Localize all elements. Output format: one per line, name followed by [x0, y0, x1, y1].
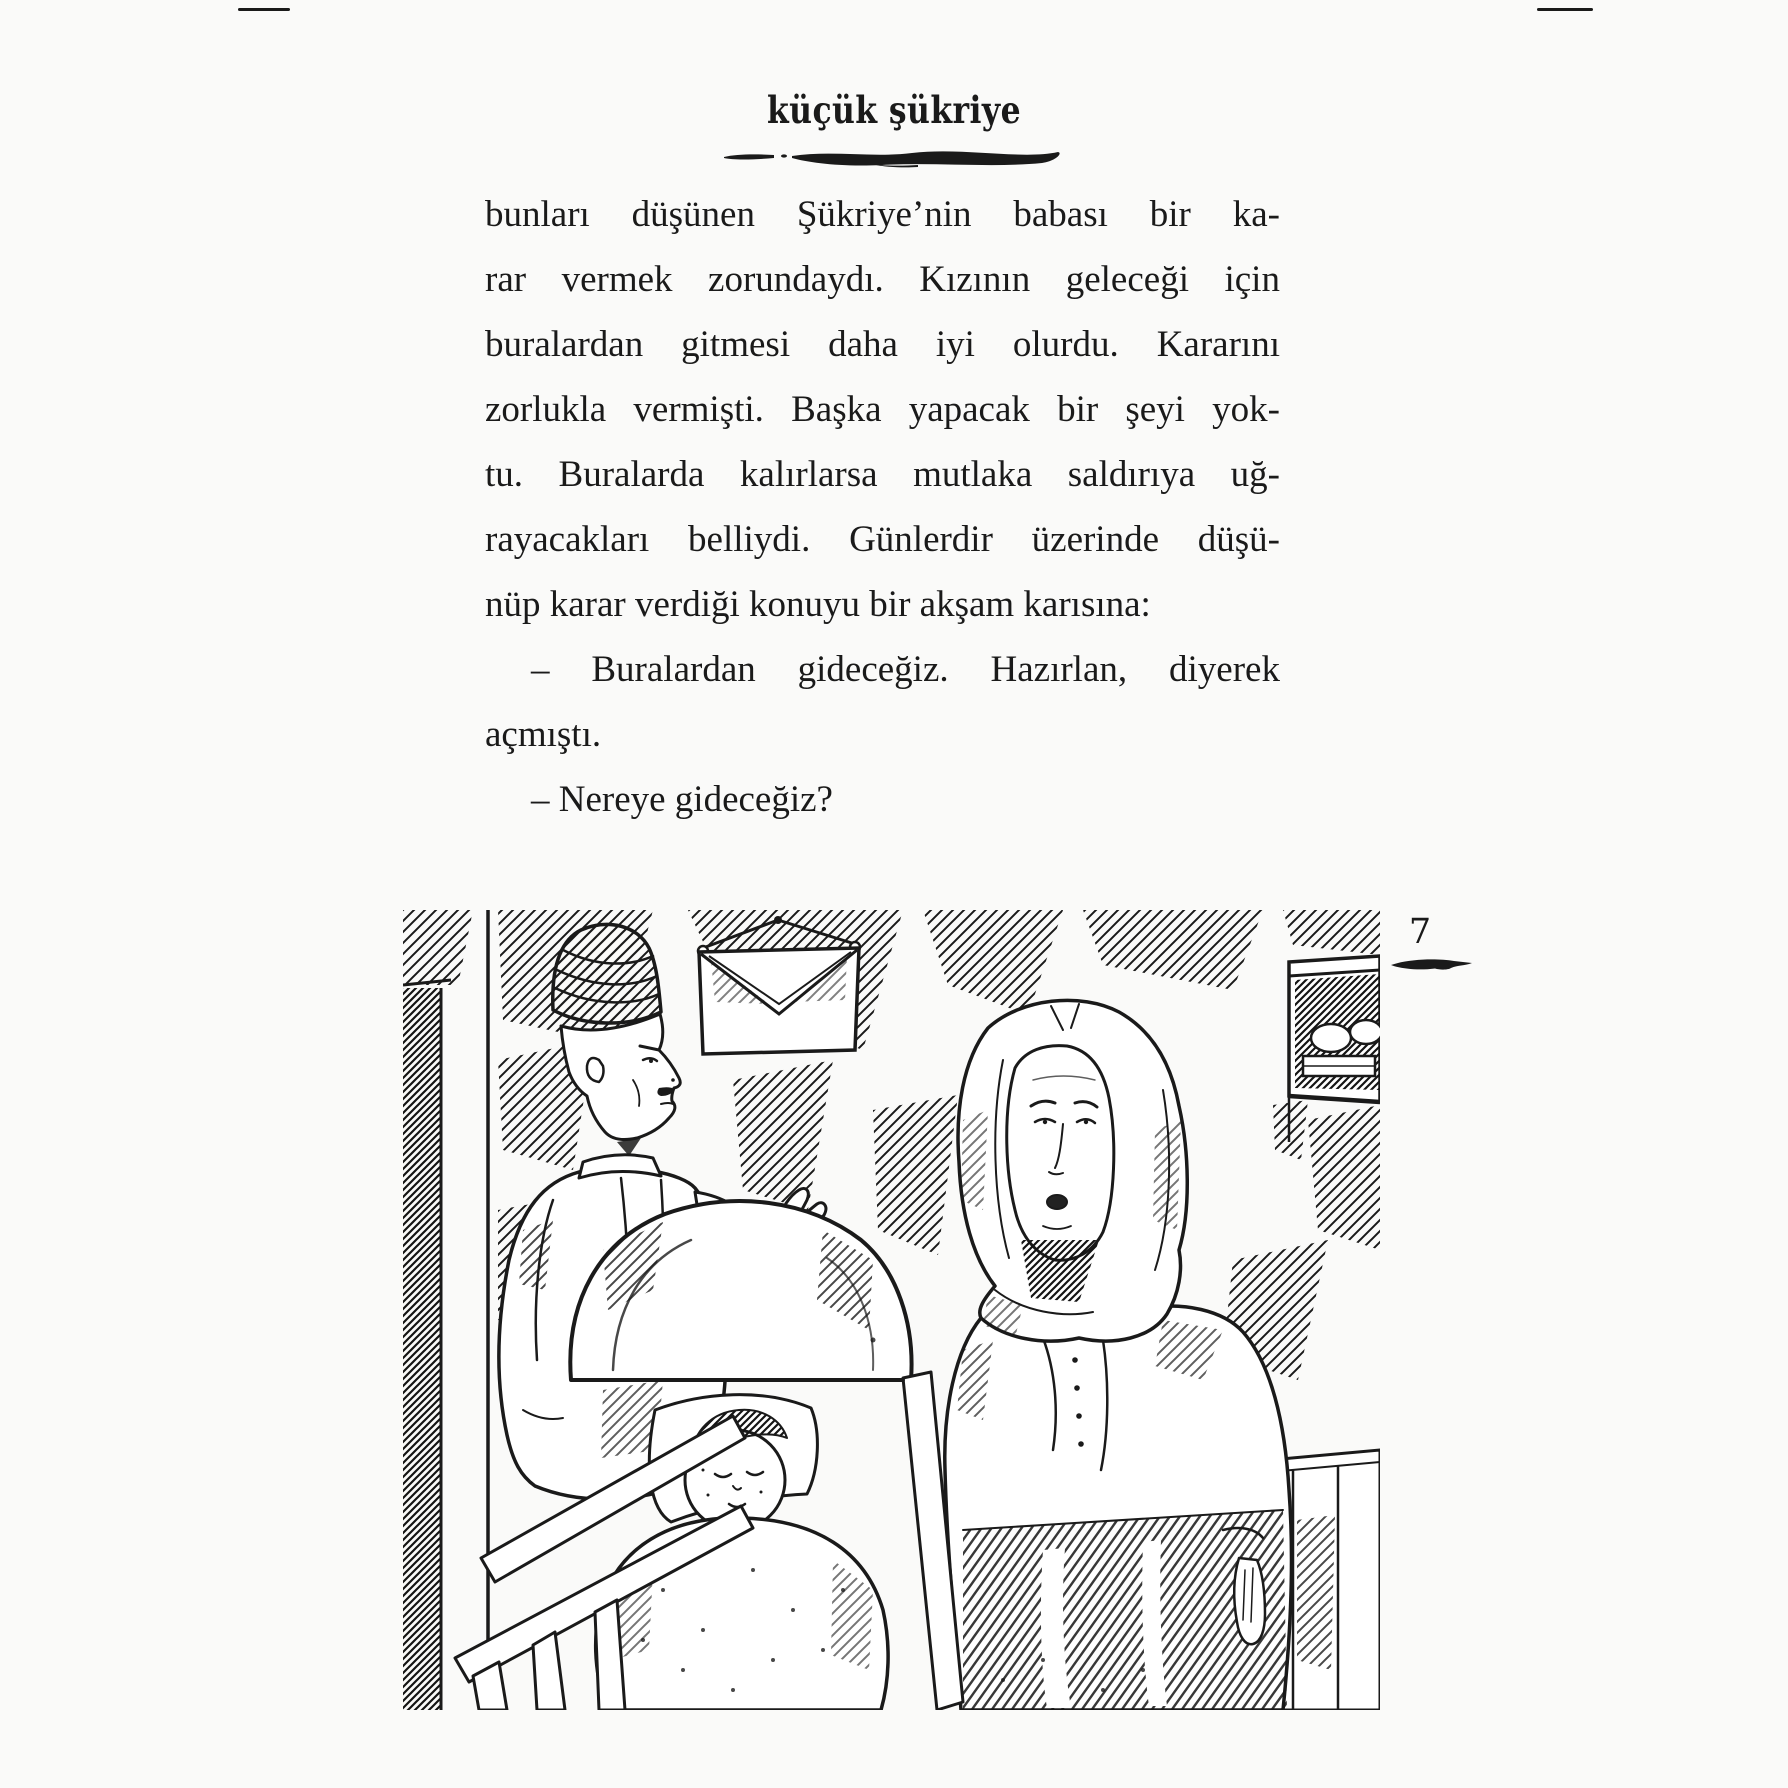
body-word: Günlerdir [849, 519, 993, 560]
body-line [485, 182, 1280, 247]
body-text [485, 182, 1280, 832]
page-number: 7 [1408, 912, 1432, 952]
door-frame [403, 910, 488, 1710]
woman-figure [945, 1000, 1292, 1710]
body-word: Hazırlan, [990, 649, 1128, 690]
body-word: saldırıya [1067, 454, 1196, 495]
body-word: rayacakları [485, 519, 650, 560]
body-word: için [1224, 259, 1280, 300]
body-word: mutlaka [913, 454, 1033, 495]
body-line [485, 247, 1280, 312]
body-line: açmıştı. [485, 714, 602, 755]
body-word: bir [1057, 389, 1099, 430]
body-word: uğ- [1230, 454, 1280, 495]
body-line: – Nereye gideceğiz? [531, 779, 833, 820]
crop-mark-right [1537, 8, 1593, 11]
body-word: geleceği [1065, 259, 1189, 300]
body-word: kalırlarsa [739, 454, 878, 495]
body-word: yapacak [908, 389, 1030, 430]
body-word: – [531, 649, 550, 690]
body-word: Buralardan [591, 649, 756, 690]
body-word: bir [1149, 194, 1191, 235]
crop-mark-left [238, 8, 290, 11]
body-line [485, 377, 1280, 442]
body-line [485, 637, 1280, 702]
body-line [485, 442, 1280, 507]
body-word: olurdu. [1012, 324, 1119, 365]
body-word: yok- [1212, 389, 1280, 430]
body-word: vermek [561, 259, 673, 300]
body-word: Buralarda [558, 454, 705, 495]
title-swash-stroke [722, 141, 1066, 169]
body-word: Kızının [919, 259, 1031, 300]
body-word: Başka [791, 389, 882, 430]
page-number-swash-stroke [1388, 955, 1476, 975]
body-word: daha [828, 324, 898, 365]
body-word: zorundaydı. [708, 259, 884, 300]
body-word: tu. [485, 454, 524, 495]
body-word: Kararını [1156, 324, 1280, 365]
body-word: diyerek [1169, 649, 1280, 690]
body-word: bunları [485, 194, 590, 235]
illustration [403, 910, 1380, 1710]
body-word: şeyi [1125, 389, 1185, 430]
body-word: rar [485, 259, 527, 300]
body-word: belliydi. [688, 519, 811, 560]
body-word: buralardan [485, 324, 644, 365]
body-line [485, 507, 1280, 572]
body-word: zorlukla [485, 389, 607, 430]
body-word: gitmesi [681, 324, 791, 365]
body-word: iyi [935, 324, 975, 365]
body-line [485, 312, 1280, 377]
body-word: üzerinde [1031, 519, 1160, 560]
body-line: nüp karar verdiği konuyu bir akşam karısına: [485, 584, 1151, 625]
page-title: küçük şükriye [766, 88, 1022, 132]
body-word: Şükriye’nin [796, 194, 972, 235]
body-word: gideceğiz. [797, 649, 949, 690]
body-word: düşünen [631, 194, 755, 235]
body-word: ka- [1232, 194, 1280, 235]
body-word: düşü- [1197, 519, 1280, 560]
body-word: vermişti. [633, 389, 764, 430]
body-word: babası [1013, 194, 1108, 235]
